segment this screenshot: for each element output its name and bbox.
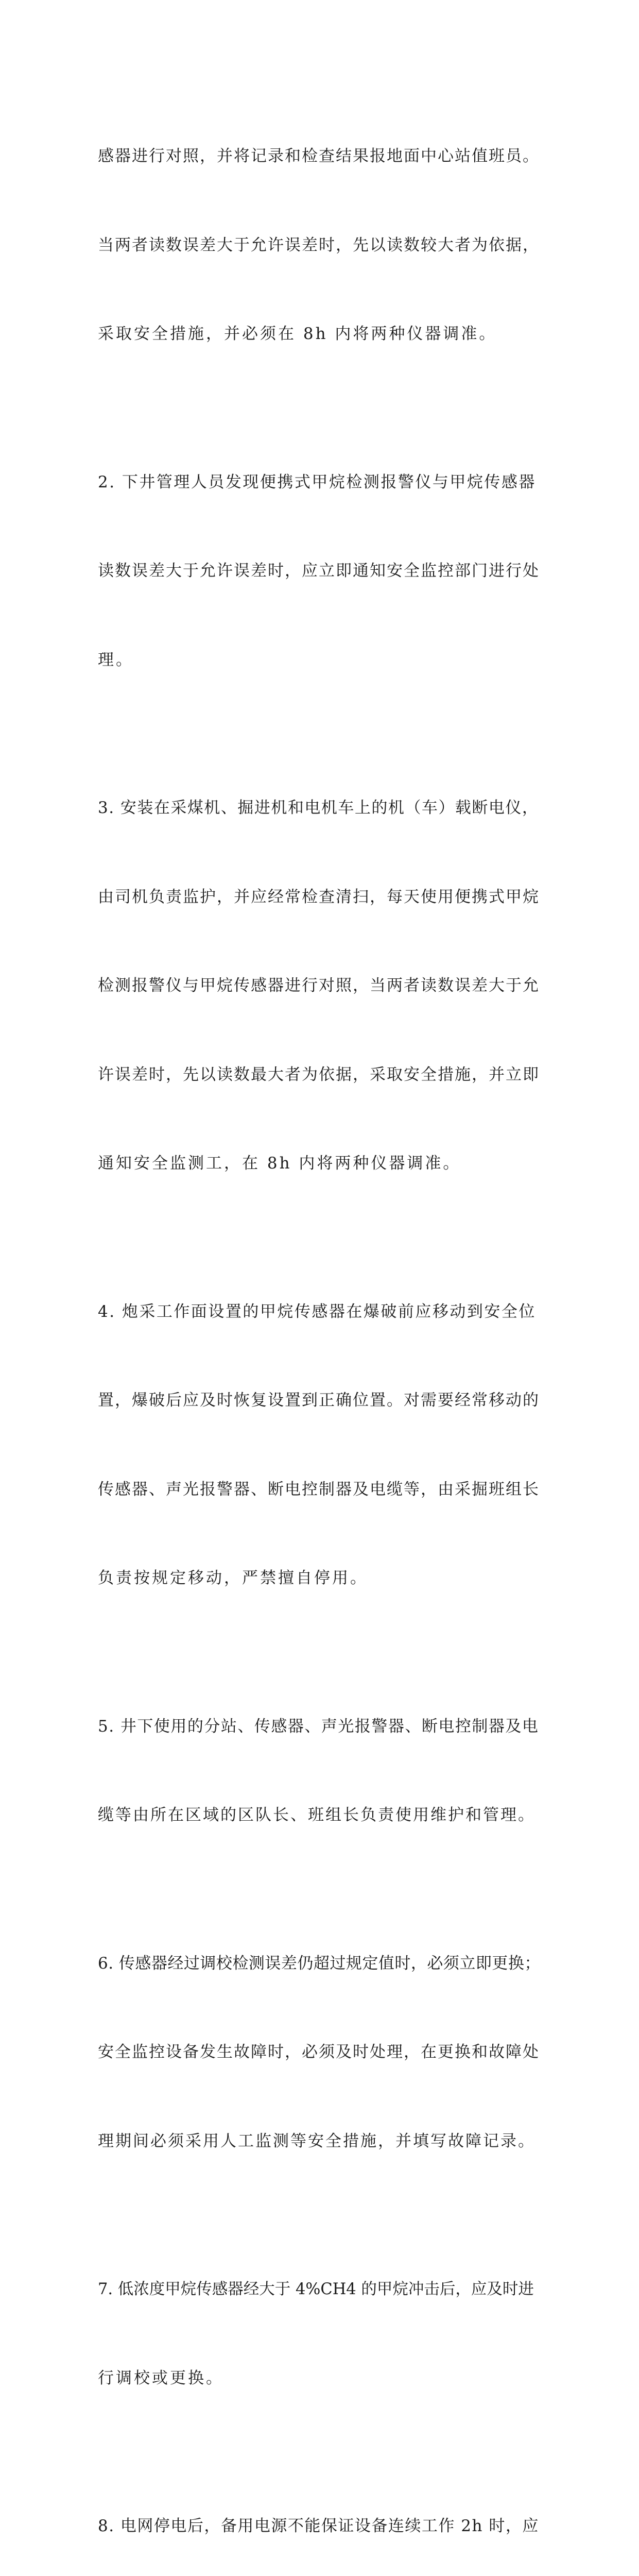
text-line: 通知安全监测工，在 8h 内将两种仪器调准。 [98,1154,461,1173]
paragraph-item-7 [98,2215,541,2452]
text-line: 理期间必须采用人工监测等安全措施，并填写故障记录。 [98,2131,536,2150]
paragraph-item-6 [98,1890,541,2216]
paragraph-item-2 [98,409,541,735]
text-line: 3. 安装在采煤机、掘进机和电机车上的机（车）载断电仪， [98,799,539,817]
text-line: 许误差时，先以读数最大者为依据，采取安全措施，并立即 [98,1065,540,1084]
text-line: 5. 井下使用的分站、传感器、声光报警器、断电控制器及电 [98,1717,539,1736]
text-line: 当两者读数误差大于允许误差时，先以读数较大者为依据， [98,235,540,255]
text-line: 缆等由所在区域的区队长、班组长负责使用维护和管理。 [98,1806,536,1824]
text-line: 安全监控设备发生故障时，必须及时处理，在更换和故障处 [98,2043,540,2061]
paragraph-item-3 [98,734,541,1238]
text-line: 由司机负责监护，并应经常检查清扫，每天使用便携式甲烷 [98,887,540,906]
text-line: 2. 下井管理人员发现便携式甲烷检测报警仪与甲烷传感器 [98,472,536,492]
document-body [98,82,541,2576]
paragraph-item-5 [98,1653,541,1890]
paragraph-continuation [98,82,541,409]
text-line: 传感器、声光报警器、断电控制器及电缆等，由采掘班组长 [98,1480,540,1499]
text-line: 理。 [98,650,134,669]
text-line: 置，爆破后应及时恢复设置到正确位置。对需要经常移动的 [98,1391,540,1410]
text-line: 负责按规定移动，严禁擅自停用。 [98,1569,368,1587]
text-line: 6. 传感器经过调校检测误差仍超过规定值时，必须立即更换； [98,1954,541,1973]
paragraph-item-8 [98,2452,541,2576]
text-line: 感器进行对照，并将记录和检查结果报地面中心站值班员。 [98,147,540,165]
text-line: 7. 低浓度甲烷传感器经大于 4%CH4 的甲烷冲击后，应及时进 [98,2280,534,2298]
text-line: 采取安全措施，并必须在 8h 内将两种仪器调准。 [98,325,497,343]
text-line: 8. 电网停电后，备用电源不能保证设备连续工作 2h 时，应 [98,2517,539,2535]
paragraph-item-4 [98,1238,541,1653]
text-line: 读数误差大于允许误差时，应立即通知安全监控部门进行处 [98,562,540,580]
text-line: 行调校或更换。 [98,2368,224,2387]
text-line: 检测报警仪与甲烷传感器进行对照，当两者读数误差大于允 [98,976,540,995]
text-line: 4. 炮采工作面设置的甲烷传感器在爆破前应移动到安全位 [98,1302,536,1321]
